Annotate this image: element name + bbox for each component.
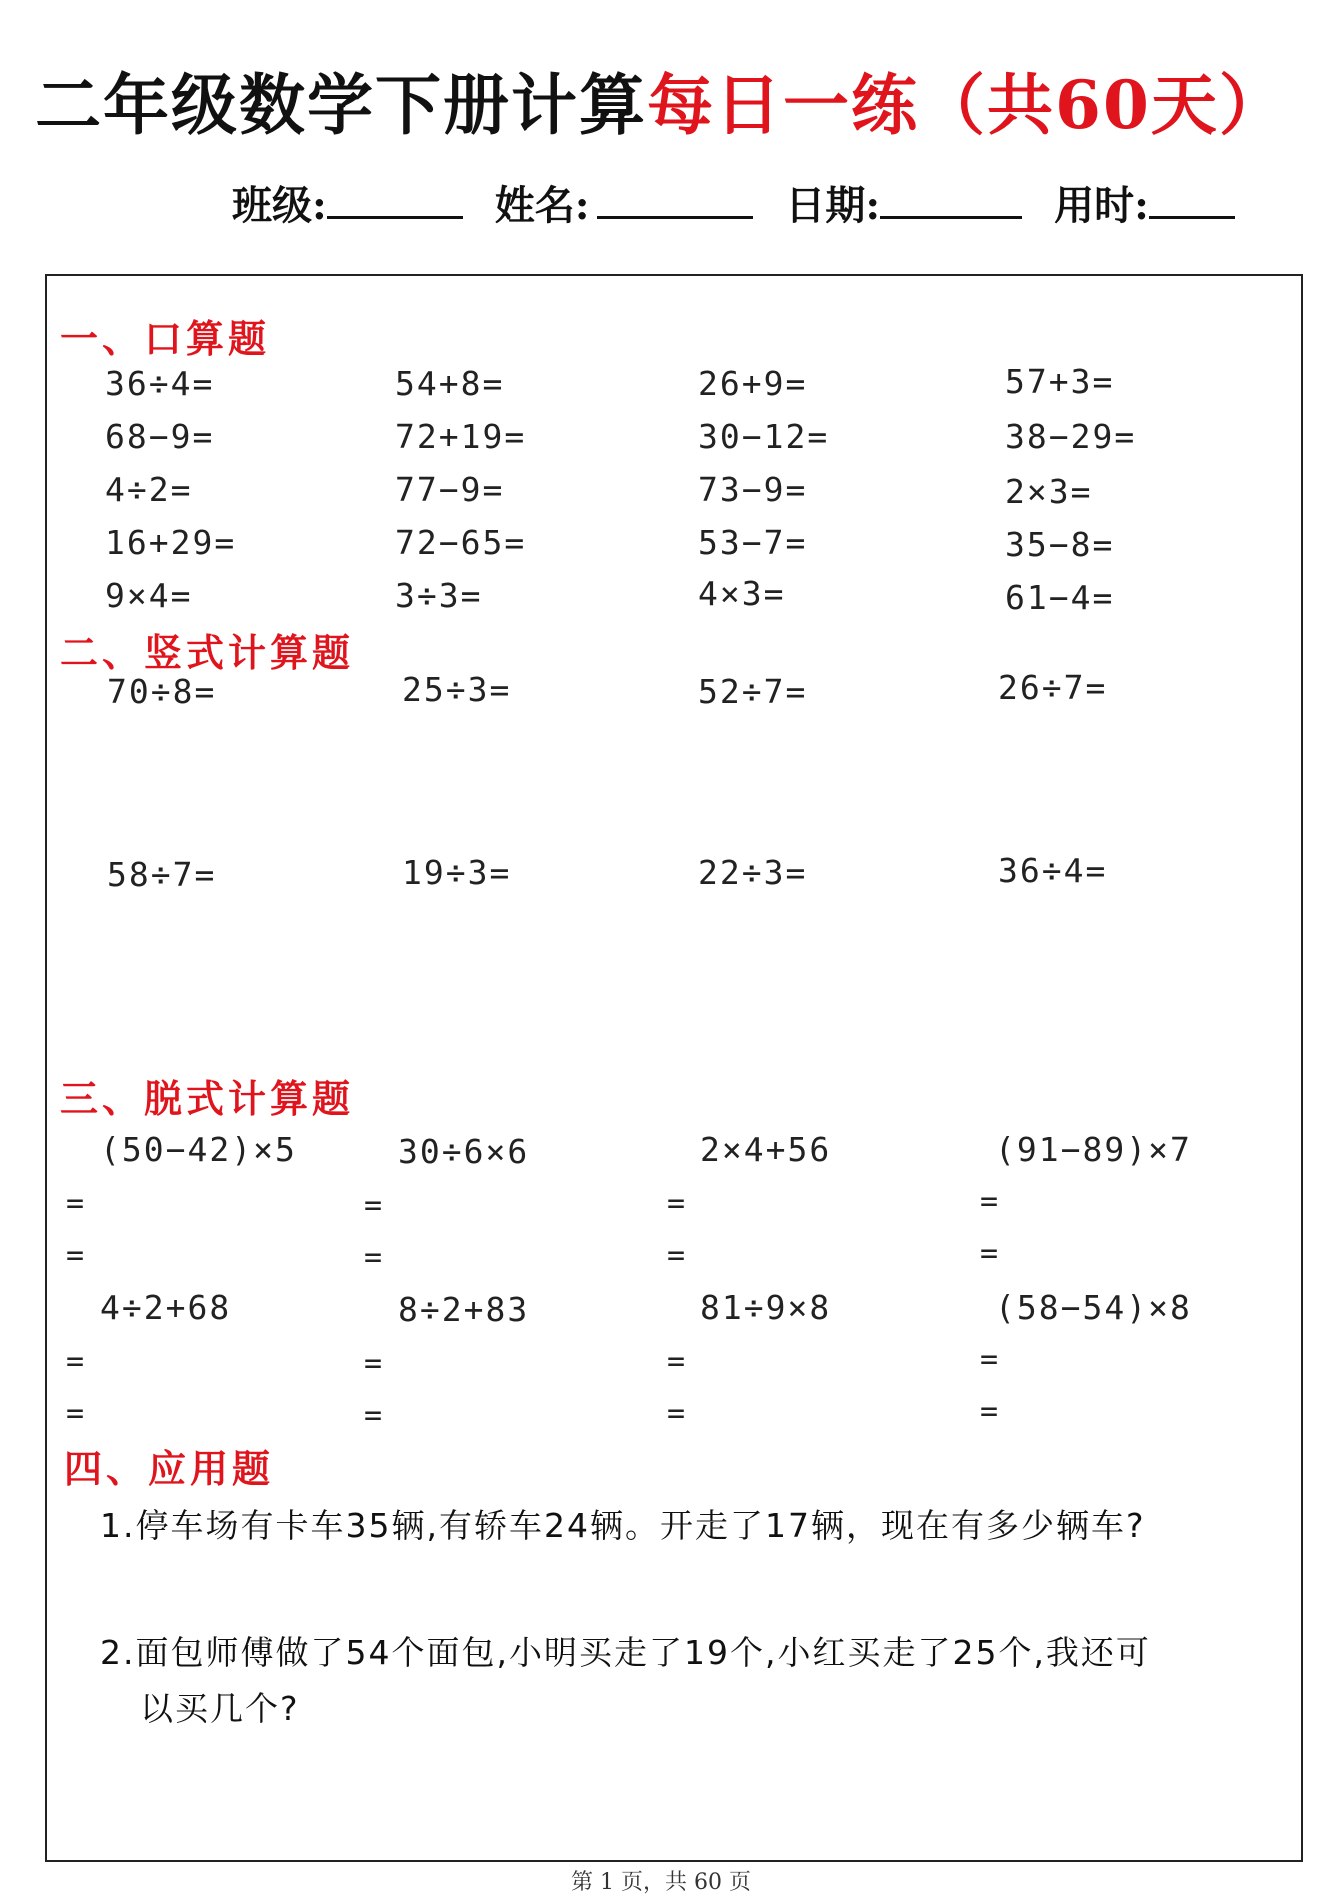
name-label: 姓名: (494, 182, 590, 229)
page-footer: 第 1 页，共 60 页 (571, 1870, 751, 1895)
time-label: 用时: (1054, 182, 1149, 229)
class-field (232, 174, 463, 231)
stepwise-problem: 2×4+56 (700, 1130, 832, 1169)
section-word-heading: 四、应用题 (64, 1446, 275, 1491)
word-problem-2-line2: 以买几个? (140, 1689, 300, 1728)
date-field (785, 174, 1022, 231)
stepwise-problem: (58−54)×8 (995, 1288, 1192, 1327)
stepwise-problem: 81÷9×8 (700, 1288, 832, 1327)
equals-sign: = (980, 1236, 999, 1271)
date-label: 日期: (785, 182, 881, 229)
equals-sign: = (66, 1186, 85, 1221)
equals-sign: = (364, 1398, 383, 1433)
oral-problem: 36÷4= (105, 364, 215, 403)
oral-problem: 72−65= (395, 523, 527, 562)
vertical-problem: 22÷3= (698, 853, 808, 892)
equals-sign: = (66, 1238, 85, 1273)
oral-problem: 73−9= (698, 470, 808, 509)
word-problem-2-line1: 2.面包师傅做了54个面包,小明买走了19个,小红买走了25个,我还可 (100, 1633, 1151, 1672)
oral-problem: 72+19= (395, 417, 527, 456)
vertical-problem: 52÷7= (698, 672, 808, 711)
equals-sign: = (980, 1342, 999, 1377)
stepwise-problem: 30÷6×6 (398, 1132, 530, 1171)
equals-sign: = (364, 1188, 383, 1223)
oral-problem: 2×3= (1005, 472, 1093, 511)
vertical-problem: 36÷4= (998, 851, 1108, 890)
oral-problem: 3÷3= (395, 576, 483, 615)
word-problem-1: 1.停车场有卡车35辆,有轿车24辆。开走了17辆，现在有多少辆车? (100, 1506, 1146, 1545)
oral-problem: 77−9= (395, 470, 505, 509)
equals-sign: = (667, 1396, 686, 1431)
page-title (0, 52, 1322, 147)
equals-sign: = (667, 1344, 686, 1379)
oral-problem: 54+8= (395, 364, 505, 403)
info-line (232, 174, 1253, 231)
oral-problem: 61−4= (1005, 578, 1115, 617)
oral-problem: 38−29= (1005, 417, 1137, 456)
class-blank[interactable] (327, 180, 463, 219)
oral-problem: 57+3= (1005, 362, 1115, 401)
oral-problem: 30−12= (698, 417, 830, 456)
title-main: 二年级数学下册计算 (35, 66, 648, 144)
equals-sign: = (66, 1344, 85, 1379)
name-blank[interactable] (597, 180, 753, 219)
equals-sign: = (667, 1238, 686, 1273)
date-blank[interactable] (880, 180, 1022, 219)
vertical-problem: 26÷7= (998, 668, 1108, 707)
equals-sign: = (980, 1394, 999, 1429)
equals-sign: = (66, 1396, 85, 1431)
title-highlight: 每日一练（共60天） (647, 66, 1287, 144)
vertical-problem: 58÷7= (107, 855, 217, 894)
oral-problem: 4÷2= (105, 470, 193, 509)
section-oral-heading: 一、口算题 (60, 316, 271, 361)
equals-sign: = (364, 1240, 383, 1275)
oral-problem: 26+9= (698, 364, 808, 403)
oral-problem: 9×4= (105, 576, 193, 615)
stepwise-problem: (50−42)×5 (100, 1130, 297, 1169)
oral-problem: 68−9= (105, 417, 215, 456)
section-vertical-heading: 二、竖式计算题 (60, 630, 355, 675)
time-blank[interactable] (1149, 180, 1235, 219)
equals-sign: = (667, 1186, 686, 1221)
equals-sign: = (980, 1184, 999, 1219)
oral-problem: 35−8= (1005, 525, 1115, 564)
oral-problem: 4×3= (698, 574, 786, 613)
oral-problem: 16+29= (105, 523, 237, 562)
class-label: 班级: (232, 182, 327, 229)
vertical-problem: 25÷3= (402, 670, 512, 709)
stepwise-problem: (91−89)×7 (995, 1130, 1192, 1169)
stepwise-problem: 8÷2+83 (398, 1290, 530, 1329)
time-field (1054, 174, 1235, 231)
name-field (495, 174, 754, 231)
oral-problem: 53−7= (698, 523, 808, 562)
vertical-problem: 70÷8= (107, 672, 217, 711)
section-stepwise-heading: 三、脱式计算题 (60, 1076, 355, 1121)
stepwise-problem: 4÷2+68 (100, 1288, 232, 1327)
vertical-problem: 19÷3= (402, 853, 512, 892)
equals-sign: = (364, 1346, 383, 1381)
